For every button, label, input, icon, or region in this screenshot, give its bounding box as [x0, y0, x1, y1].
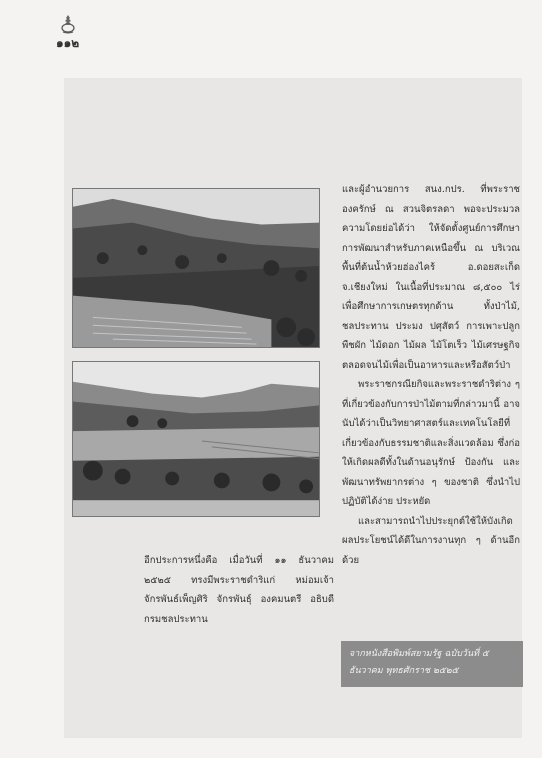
page-number: ๑๑๒	[56, 36, 80, 50]
royal-emblem-icon	[60, 14, 76, 34]
source-line-2: ธันวาคม พุทธศักราช ๒๕๒๕	[349, 666, 459, 676]
source-citation-box	[341, 641, 523, 687]
left-paragraph-1: อีกประการหนึ่งคือ เมื่อวันที่ ๑๑ ธันวาคม ๒๕๒๕ ทรงมีพระราชดำริแก่ หม่อมเจ้าจักรพันธ์เพ็ญศิริ จักรพันธุ์ องคมนตรี อธิบดีกรมชลประทาน	[144, 555, 334, 625]
photo-misty-valley	[72, 361, 320, 517]
right-column-text	[342, 180, 520, 570]
right-paragraph-2: พระราชกรณียกิจและพระราชดำริต่าง ๆ ที่เกี่ยวข้องกับการป่าไม้ตามที่กล่าวมานี้ อาจนับได้ว่าเป็นวิทยาศาสตร์และเทคโนโลยีที่เกี่ยวข้องกับธรรมชาติและสิ่งแวดล้อม ซึ่งก่อให้เกิดผลดีทั้งในด้านอนุรักษ์ ป้องกัน และพัฒนาทรัพยากรต่าง ๆ ของชาติ ซึ่งนำไปปฏิบัติได้ง่าย ประหยัด	[342, 379, 520, 507]
left-column-text	[144, 551, 334, 629]
right-paragraph-1: และผู้อำนวยการ สนง.กปร. ที่พระราชองครักษ์ ณ สวนจิตรลดา พอจะประมวลความโดยย่อได้ว่า ให้จัดตั้งศูนย์การศึกษาการพัฒนาสำหรับภาคเหนือขึ้น ณ บริเวณพื้นที่ต้นน้ำห้วยฮ่องไคร้ อ.ดอยสะเก็ด จ.เชียงใหม่ ในเนื้อที่ประมาณ ๘,๕๐๐ ไร่ เพื่อศึกษาการเกษตรทุกด้าน ทั้งป่าไม้, ชลประทาน ประมง ปศุสัตว์ การเพาะปลูกพืชผัก ไม้ดอก ไม้ผล ไม้โตเร็ว ไม้เศรษฐกิจ ตลอดจนไม้เพื่อเป็นอาหารและหรือสัตว์ป่า	[342, 184, 520, 371]
source-line-1: จากหนังสือพิมพ์สยามรัฐ ฉบับวันที่ ๕	[349, 649, 489, 659]
photo-hillside-terraces	[72, 188, 320, 348]
right-paragraph-3: และสามารถนำไปประยุกต์ใช้ให้บังเกิดผลประโยชน์ได้ดีในการงานทุก ๆ ด้านอีกด้วย	[342, 515, 520, 566]
